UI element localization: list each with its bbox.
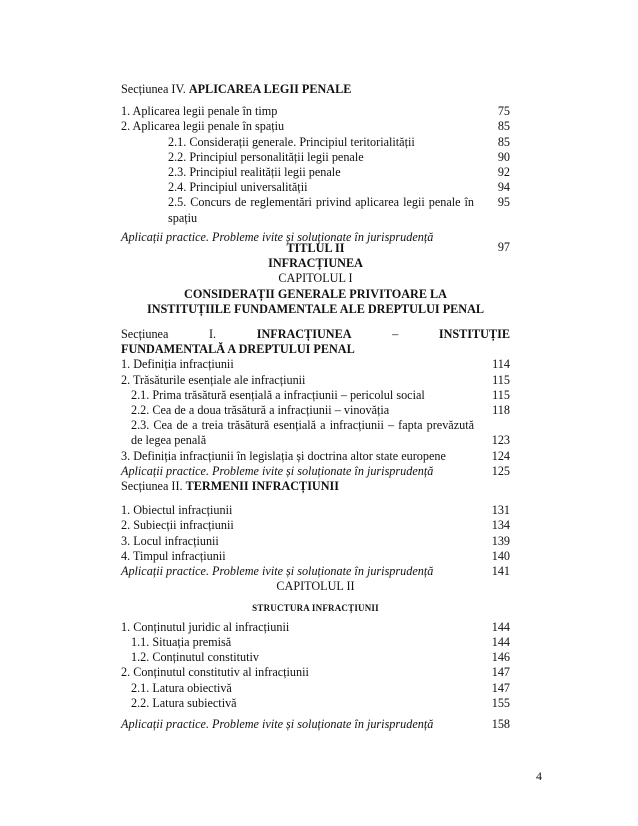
toc-entry-text: 4. Timpul infracțiunii xyxy=(121,548,226,563)
toc-entry-page: 134 xyxy=(491,518,510,533)
section-4-prefix: Secțiunea IV. xyxy=(121,82,186,96)
toc-entry-text: 2.2. Latura subiectivă xyxy=(131,695,237,710)
toc-entry[interactable] xyxy=(121,518,510,533)
section-2-title: TERMENII INFRACȚIUNII xyxy=(185,479,340,494)
toc-entry-text: 1.2. Conținutul constitutiv xyxy=(131,650,259,665)
toc-entry-page: 85 xyxy=(497,134,510,149)
toc-entry[interactable] xyxy=(121,696,510,711)
section-2-prefix: Secțiunea II. xyxy=(121,479,183,494)
section-4-heading xyxy=(121,82,510,97)
toc-entry-practice[interactable] xyxy=(121,464,510,479)
section-2-heading xyxy=(121,479,510,494)
toc-entry[interactable] xyxy=(121,180,510,195)
toc-entry-page: 124 xyxy=(491,448,510,463)
toc-entry-page: 85 xyxy=(497,119,510,134)
toc-entry[interactable] xyxy=(121,135,510,150)
toc-entry[interactable] xyxy=(121,681,510,696)
toc-entry-text: 2.1. Considerații generale. Principiul teritorialității xyxy=(168,134,415,149)
toc-entry[interactable] xyxy=(121,165,510,180)
toc-entry-page: 158 xyxy=(491,716,510,731)
toc-entry-text: 2.1. Latura obiectivă xyxy=(131,680,232,695)
toc-entry-text: 2.2. Principiul personalității legii penale xyxy=(168,149,364,164)
section-1-title-line2: FUNDAMENTALĂ A DREPTULUI PENAL xyxy=(121,342,355,357)
toc-entry-page: 147 xyxy=(491,680,510,695)
toc-entry-page: 141 xyxy=(491,564,510,579)
toc-entry-text: Aplicații practice. Probleme ivite și soluționate în jurisprudență xyxy=(121,564,434,579)
toc-entry[interactable] xyxy=(121,418,510,448)
section-1-heading xyxy=(121,327,510,357)
title-block xyxy=(121,241,510,317)
toc-entry-page: 140 xyxy=(491,548,510,563)
toc-entry-page: 115 xyxy=(492,372,510,387)
toc-entry-text: 3. Definiția infracțiunii în legislația și doctrina altor state europene xyxy=(121,448,446,463)
title-line: INFRACȚIUNEA xyxy=(268,256,363,271)
toc-entry-page: 75 xyxy=(497,104,510,119)
toc-entry-text: 2.4. Principiul universalității xyxy=(168,180,308,195)
section-1-word: INSTITUȚIE xyxy=(438,327,510,342)
toc-entry[interactable] xyxy=(121,357,510,372)
toc-entry-page: 144 xyxy=(491,619,510,634)
toc-entry-page: 123 xyxy=(491,433,510,448)
chapter-title-line: CONSIDERAȚII GENERALE PRIVITOARE LA xyxy=(184,286,447,301)
toc-entry-text: 2.2. Cea de a doua trăsătură a infracțiunii – vinovăția xyxy=(131,403,390,418)
toc-entry-text: 1. Aplicarea legii penale în timp xyxy=(121,104,278,119)
chapter-2-subtitle: STRUCTURA INFRACȚIUNII xyxy=(252,602,379,613)
toc-entry[interactable] xyxy=(121,388,510,403)
toc-entry-page: 144 xyxy=(491,634,510,649)
chapter-2-title: CAPITOLUL II xyxy=(276,579,355,594)
toc-entry-page: 92 xyxy=(497,165,510,180)
section-1-word: I. xyxy=(209,327,217,342)
toc-entry-page: 90 xyxy=(497,149,510,164)
toc-entry-text: Aplicații practice. Probleme ivite și soluționate în jurisprudență xyxy=(121,716,434,731)
toc-entry-text: 1. Conținutul juridic al infracțiunii xyxy=(121,619,290,634)
toc-entry-text: Aplicații practice. Probleme ivite și soluționate în jurisprudență xyxy=(121,463,434,478)
toc-page xyxy=(121,82,510,732)
chapter-line: CAPITOLUL I xyxy=(278,271,353,286)
toc-entry-page: 125 xyxy=(491,463,510,478)
toc-entry-text: 2.1. Prima trăsătură esențială a infracțiunii – pericolul social xyxy=(131,387,425,402)
toc-entry[interactable] xyxy=(121,373,510,388)
toc-entry-text: Aplicații practice. Probleme ivite și soluționate în jurisprudență xyxy=(121,229,434,244)
toc-entry-practice[interactable] xyxy=(121,564,510,579)
section-4-title: APLICAREA LEGII PENALE xyxy=(188,82,352,96)
toc-entry-text: 1. Definiția infracțiunii xyxy=(121,357,234,372)
toc-entry[interactable] xyxy=(121,503,510,518)
toc-entry[interactable] xyxy=(121,534,510,549)
toc-entry-page: 97 xyxy=(497,239,510,254)
toc-entry-page: 147 xyxy=(491,665,510,680)
toc-entry-page: 115 xyxy=(492,387,510,402)
toc-entry-text: 2.5. Concurs de reglementări privind aplicarea legii penale în spațiu xyxy=(168,195,474,225)
section-1-word: – xyxy=(392,327,399,342)
toc-entry-text: 2. Conținutul constitutiv al infracțiunii xyxy=(121,665,309,680)
toc-entry[interactable] xyxy=(121,650,510,665)
toc-entry[interactable] xyxy=(121,403,510,418)
title-line: TITLUL II xyxy=(286,241,345,256)
toc-entry-page: 95 xyxy=(497,195,510,210)
toc-entry[interactable] xyxy=(121,119,510,134)
toc-entry[interactable] xyxy=(121,150,510,165)
toc-entry-text: 1. Obiectul infracțiunii xyxy=(121,503,233,518)
toc-entry-page: 139 xyxy=(491,533,510,548)
toc-entry-practice[interactable] xyxy=(121,717,510,732)
toc-entry-text: 2. Subiecții infracțiunii xyxy=(121,518,234,533)
toc-entry[interactable] xyxy=(121,635,510,650)
toc-entry[interactable] xyxy=(121,195,510,225)
chapter-title-line: INSTITUȚIILE FUNDAMENTALE ALE DREPTULUI PENAL xyxy=(146,301,485,316)
page-number: 4 xyxy=(536,769,542,783)
toc-entry-page: 146 xyxy=(491,650,510,665)
toc-entry-text: 2.3. Cea de a treia trăsătură esențială a infracțiunii – fapta prevăzută de legea penală xyxy=(131,418,474,448)
toc-entry-text: 2.3. Principiul realității legii penale xyxy=(168,165,341,180)
toc-entry-page: 131 xyxy=(491,503,510,518)
toc-entry-page: 94 xyxy=(497,180,510,195)
toc-entry[interactable] xyxy=(121,104,510,119)
toc-entry-text: 2. Trăsăturile esențiale ale infracțiunii xyxy=(121,372,306,387)
toc-entry-text: 2. Aplicarea legii penale în spațiu xyxy=(121,119,285,134)
toc-entry[interactable] xyxy=(121,620,510,635)
toc-entry-text: 1.1. Situația premisă xyxy=(131,634,232,649)
toc-entry[interactable] xyxy=(121,665,510,680)
section-1-word: Secțiunea xyxy=(121,327,169,342)
toc-entry[interactable] xyxy=(121,449,510,464)
toc-entry[interactable] xyxy=(121,549,510,564)
toc-entry-page: 114 xyxy=(492,357,510,372)
section-1-word: INFRACȚIUNEA xyxy=(256,327,352,342)
toc-entry-text: 3. Locul infracțiunii xyxy=(121,533,219,548)
toc-entry-page: 155 xyxy=(491,695,510,710)
toc-entry-page: 118 xyxy=(492,403,510,418)
